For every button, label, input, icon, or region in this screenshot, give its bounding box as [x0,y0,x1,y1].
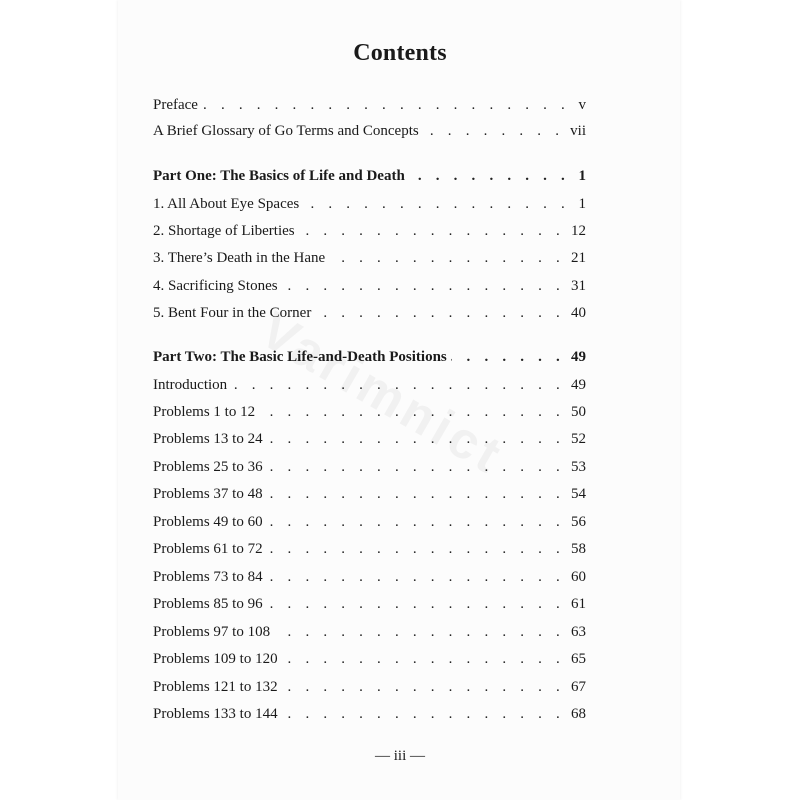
dot-leader [282,650,565,668]
toc-entry-label: Part One: The Basics of Life and Death [153,168,405,184]
toc-entry-label: Problems 1 to 12 [153,404,256,420]
toc-entry-label: Problems 121 to 132 [153,679,278,695]
toc-entry [153,247,586,267]
toc-entry [153,456,586,476]
dot-leader [267,513,565,531]
toc-entry [153,676,586,696]
toc-entry-page-number: 56 [571,514,586,530]
page-title: Contents [353,40,447,66]
toc-entry-label: Preface [153,97,198,113]
toc-entry-page-number: 53 [571,459,586,475]
dot-leader [267,595,565,613]
toc-entry-page-number: 63 [571,624,586,640]
toc-entry [153,193,586,213]
dot-leader [423,122,564,140]
toc-entry-page-number: 49 [571,377,586,393]
toc-entry-page-number: 54 [571,486,586,502]
toc-entry-label: Part Two: The Basic Life-and-Death Positions [153,349,447,365]
toc-entry-label: 5. Bent Four in the Corner [153,305,312,321]
toc-entry-page-number: 67 [571,679,586,695]
toc-entry-page-number: 49 [571,349,586,365]
toc-entry-label: Problems 61 to 72 [153,541,263,557]
toc-entry-label: Problems 85 to 96 [153,596,263,612]
toc-entry-page-number: 1 [578,168,586,184]
toc-entry-page-number: 60 [571,569,586,585]
dot-leader [282,705,565,723]
toc-entry-label: 3. There’s Death in the Hane [153,250,326,266]
toc-entry-page-number: 40 [571,305,586,321]
toc-entry [153,401,586,421]
toc-part-heading [153,346,586,366]
toc-entry-label: Problems 49 to 60 [153,514,263,530]
page-margin-right [680,0,800,800]
toc-entry-page-number: v [578,97,586,113]
dot-leader [267,568,565,586]
toc-entry-label: Problems 97 to 108 [153,624,271,640]
toc-entry-label: 2. Shortage of Liberties [153,223,295,239]
dot-leader [267,458,565,476]
toc-entry [153,302,586,322]
toc-entry [153,648,586,668]
toc-entry-label: 4. Sacrificing Stones [153,278,278,294]
toc-entry-label: Problems 133 to 144 [153,706,278,722]
dot-leader [409,167,570,185]
dot-leader [282,678,565,696]
toc-entry-label: Problems 25 to 36 [153,459,263,475]
toc-entry [153,94,586,114]
toc-entry-label: Problems 109 to 120 [153,651,278,667]
dot-leader [299,222,565,240]
page-margin-left [0,0,118,800]
toc-entry [153,220,586,240]
toc-entry-page-number: 50 [571,404,586,420]
dot-leader [231,376,565,394]
dot-leader [329,249,565,267]
page-number-footer: — iii — [374,748,425,764]
toc-entry [153,120,586,140]
toc-entry [153,374,586,394]
toc-entry-label: 1. All About Eye Spaces [153,196,300,212]
toc-entry-page-number: 12 [571,223,586,239]
toc-entry-page-number: 68 [571,706,586,722]
dot-leader [267,430,565,448]
toc-part-heading [153,165,586,185]
toc-entry [153,275,586,295]
toc-entry [153,538,586,558]
dot-leader [451,348,565,366]
toc-entry [153,428,586,448]
toc-entry [153,703,586,723]
toc-entry-label: Problems 37 to 48 [153,486,263,502]
toc-entry-page-number: 61 [571,596,586,612]
toc-entry [153,483,586,503]
dot-leader [267,485,565,503]
toc-entry-label: Problems 13 to 24 [153,431,263,447]
toc-entry-page-number: 31 [571,278,586,294]
toc-entry-page-number: 1 [578,196,586,212]
dot-leader [274,623,565,641]
toc-entry-label: Introduction [153,377,228,393]
dot-leader [202,96,570,114]
toc-entry-page-number: 58 [571,541,586,557]
toc-entry [153,593,586,613]
toc-entry-label: Problems 73 to 84 [153,569,263,585]
toc-entry [153,566,586,586]
dot-leader [315,304,565,322]
dot-leader [267,540,565,558]
dot-leader [282,277,565,295]
toc-entry-page-number: 21 [571,250,586,266]
toc-entry-label: A Brief Glossary of Go Terms and Concepts [153,123,419,139]
toc-entry [153,511,586,531]
toc-entry-page-number: 52 [571,431,586,447]
toc-entry [153,621,586,641]
toc-entry-page-number: vii [570,123,586,139]
toc-entry-page-number: 65 [571,651,586,667]
dot-leader [259,403,565,421]
dot-leader [303,195,570,213]
